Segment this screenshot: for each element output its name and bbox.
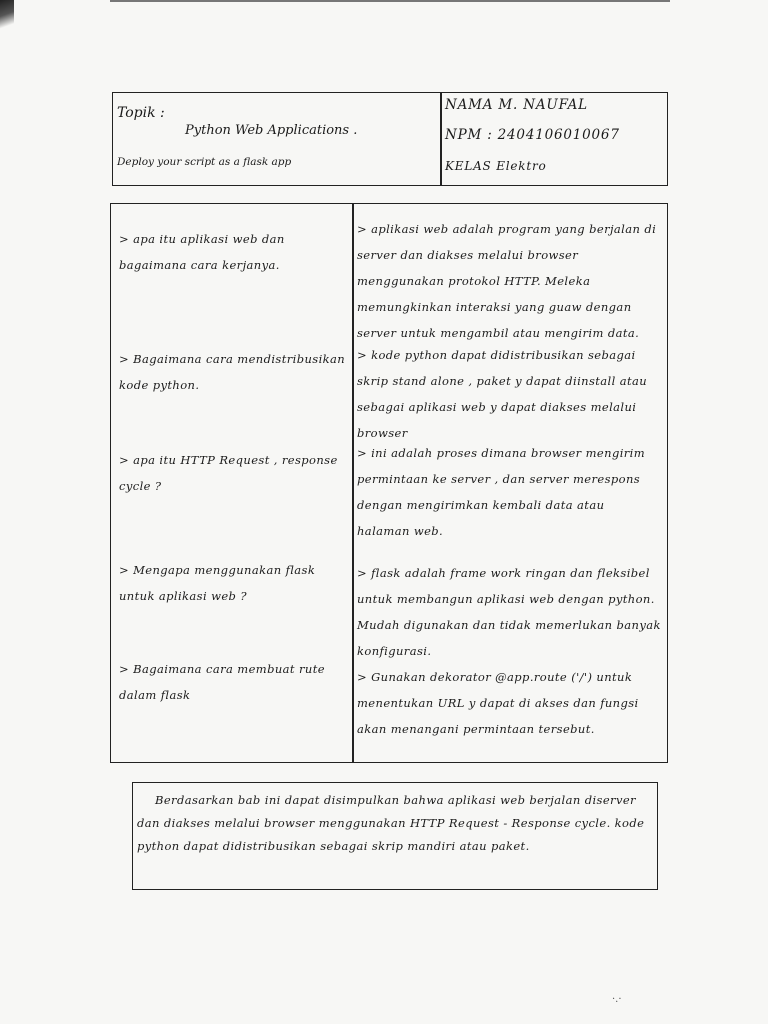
answer-4: > flask adalah frame work ringan dan fleksibel untuk membangun aplikasi web dengan python. Mudah digunakan dan tidak memerlukan banyak konfigurasi. (357, 566, 661, 658)
answer-5: > Gunakan dekorator @app.route ('/') untuk menentukan URL y dapat di akses dan fungsi akan menangani permintaan tersebut. (357, 670, 639, 736)
page-top-edge (110, 0, 670, 2)
conclusion-box (132, 782, 658, 890)
question-1: > apa itu aplikasi web dan bagaimana cara kerjanya. (119, 232, 285, 272)
student-class: KELAS Elektro (445, 159, 547, 173)
header-topic-section (113, 93, 440, 185)
scan-speck: ·.· (612, 994, 622, 1005)
student-name: NAMA M. NAUFAL (445, 97, 588, 113)
header-divider (440, 93, 442, 185)
header-box (112, 92, 668, 186)
question-4: > Mengapa menggunakan flask untuk aplikasi web ? (119, 563, 316, 603)
question-2: > Bagaimana cara mendistribusikan kode python. (119, 352, 346, 392)
conclusion-text: Berdasarkan bab ini dapat disimpulkan bahwa aplikasi web berjalan diserver dan diakses melalui browser menggunakan HTTP Request - Response cycle. kode python dapat didistribusikan sebagai skrip mandiri atau paket. (137, 793, 645, 853)
answer-1: > aplikasi web adalah program yang berjalan di server dan diakses melalui browser menggunakan protokol HTTP. Meleka memungkinkan interaksi yang guaw dengan server untuk mengambil atau mengirim data. (357, 222, 657, 340)
question-3: > apa itu HTTP Request , response cycle ? (119, 453, 338, 493)
qa-table (110, 203, 668, 763)
topic-title: Python Web Applications . (185, 123, 358, 138)
question-5: > Bagaimana cara membuat rute dalam flask (119, 662, 325, 702)
topic-label: Topik : (117, 105, 165, 121)
header-identity-section (445, 93, 667, 185)
qa-column-divider (352, 204, 354, 762)
topic-subtitle: Deploy your script as a flask app (117, 156, 292, 168)
answer-3: > ini adalah proses dimana browser mengirim permintaan ke server , dan server merespons dengan mengirimkan kembali data atau halaman web. (357, 446, 646, 538)
answer-2: > kode python dapat didistribusikan sebagai skrip stand alone , paket y dapat diinstall atau sebagai aplikasi web y dapat diakses melalui browser (357, 348, 648, 440)
student-npm: NPM : 2404106010067 (445, 127, 620, 143)
scan-corner-shadow (0, 0, 14, 36)
